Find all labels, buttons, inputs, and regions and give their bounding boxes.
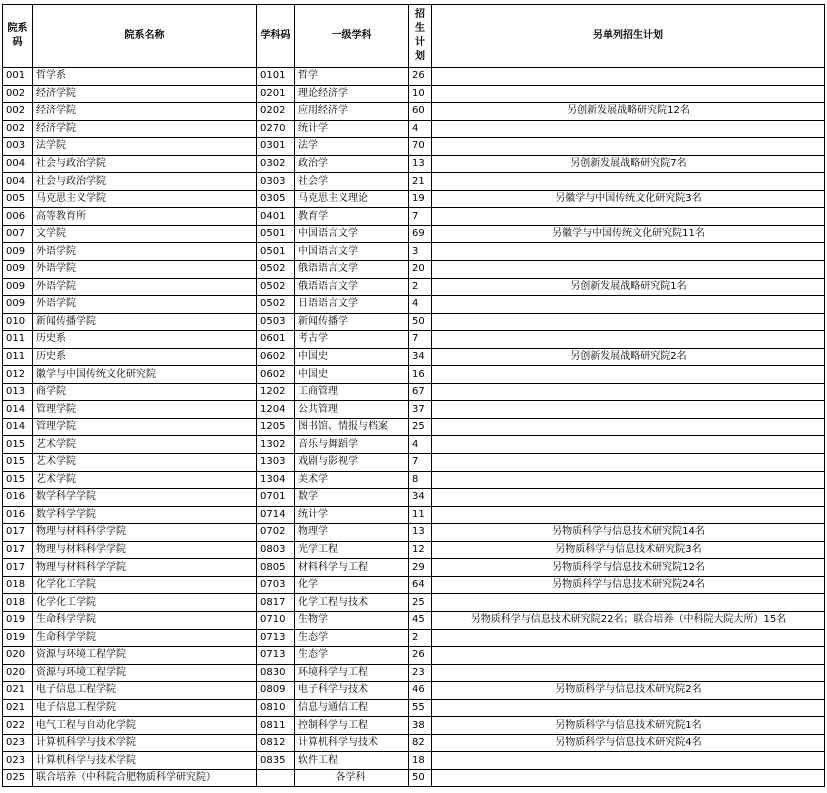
cell-subject-name: 中国语言文学 <box>295 225 409 243</box>
cell-dept-code: 002 <box>3 103 33 121</box>
cell-enrollment-plan: 2 <box>409 278 432 296</box>
cell-enrollment-plan: 8 <box>409 471 432 489</box>
table-row <box>3 664 825 682</box>
cell-subject-code: 0702 <box>257 524 295 542</box>
table-row <box>3 576 825 594</box>
cell-extra-plan <box>432 208 825 226</box>
cell-dept-code: 015 <box>3 436 33 454</box>
cell-extra-plan <box>432 401 825 419</box>
cell-extra-plan: 另物质科学与信息技术研究院12名 <box>432 559 825 577</box>
cell-subject-code: 0835 <box>257 752 295 770</box>
table-row <box>3 559 825 577</box>
cell-enrollment-plan: 60 <box>409 103 432 121</box>
table-row <box>3 155 825 173</box>
cell-subject-code: 0703 <box>257 576 295 594</box>
cell-dept-code: 002 <box>3 120 33 138</box>
table-row <box>3 313 825 331</box>
cell-enrollment-plan: 7 <box>409 208 432 226</box>
cell-subject-code: 0502 <box>257 296 295 314</box>
cell-subject-code: 0601 <box>257 331 295 349</box>
cell-extra-plan: 另物质科学与信息技术研究院2名 <box>432 682 825 700</box>
cell-dept-name: 电子信息工程学院 <box>33 682 257 700</box>
cell-subject-name: 生态学 <box>295 629 409 647</box>
cell-extra-plan <box>432 261 825 279</box>
table-row <box>3 173 825 191</box>
cell-extra-plan <box>432 664 825 682</box>
cell-enrollment-plan: 50 <box>409 769 432 787</box>
cell-dept-name: 电气工程与自动化学院 <box>33 717 257 735</box>
table-row <box>3 278 825 296</box>
cell-enrollment-plan: 70 <box>409 138 432 156</box>
cell-subject-name: 新闻传播学 <box>295 313 409 331</box>
header-subject-code: 学科码 <box>257 5 295 68</box>
cell-subject-code: 0502 <box>257 261 295 279</box>
cell-dept-name: 化学化工学院 <box>33 594 257 612</box>
cell-subject-code: 0809 <box>257 682 295 700</box>
cell-enrollment-plan: 7 <box>409 331 432 349</box>
cell-extra-plan <box>432 296 825 314</box>
cell-subject-name: 俄语语言文学 <box>295 261 409 279</box>
cell-extra-plan: 另物质科学与信息技术研究院4名 <box>432 734 825 752</box>
cell-subject-code: 0710 <box>257 611 295 629</box>
cell-subject-name: 戏剧与影视学 <box>295 454 409 472</box>
cell-subject-name: 计算机科学与技术 <box>295 734 409 752</box>
cell-subject-code: 0301 <box>257 138 295 156</box>
cell-extra-plan <box>432 68 825 86</box>
header-row <box>3 5 825 68</box>
cell-subject-name: 政治学 <box>295 155 409 173</box>
cell-subject-code: 0805 <box>257 559 295 577</box>
cell-extra-plan: 另徽学与中国传统文化研究院11名 <box>432 225 825 243</box>
table-row <box>3 454 825 472</box>
table-row <box>3 103 825 121</box>
table-row <box>3 208 825 226</box>
cell-subject-code: 1303 <box>257 454 295 472</box>
cell-enrollment-plan: 45 <box>409 611 432 629</box>
cell-dept-code: 020 <box>3 664 33 682</box>
table-row <box>3 524 825 542</box>
cell-subject-code: 1205 <box>257 418 295 436</box>
cell-subject-name: 社会学 <box>295 173 409 191</box>
cell-subject-name: 统计学 <box>295 120 409 138</box>
cell-dept-name: 外语学院 <box>33 243 257 261</box>
cell-dept-name: 联合培养（中科院合肥物质科学研究院） <box>33 769 257 787</box>
cell-subject-name: 美术学 <box>295 471 409 489</box>
cell-enrollment-plan: 37 <box>409 401 432 419</box>
table-row <box>3 85 825 103</box>
cell-subject-code: 0602 <box>257 348 295 366</box>
cell-dept-name: 数学科学学院 <box>33 506 257 524</box>
cell-dept-name: 电子信息工程学院 <box>33 699 257 717</box>
cell-subject-code: 0101 <box>257 68 295 86</box>
cell-dept-code: 013 <box>3 383 33 401</box>
cell-dept-code: 011 <box>3 331 33 349</box>
cell-extra-plan <box>432 629 825 647</box>
cell-enrollment-plan: 20 <box>409 261 432 279</box>
cell-enrollment-plan: 18 <box>409 752 432 770</box>
cell-extra-plan: 另创新发展战略研究院1名 <box>432 278 825 296</box>
header-extra-plan: 另单列招生计划 <box>432 5 825 68</box>
cell-extra-plan <box>432 752 825 770</box>
cell-subject-name: 应用经济学 <box>295 103 409 121</box>
cell-dept-name: 徽学与中国传统文化研究院 <box>33 366 257 384</box>
cell-subject-code: 0503 <box>257 313 295 331</box>
cell-subject-code: 0811 <box>257 717 295 735</box>
cell-subject-name: 日语语言文学 <box>295 296 409 314</box>
cell-subject-code <box>257 769 295 787</box>
cell-subject-name: 生态学 <box>295 647 409 665</box>
cell-subject-code: 1202 <box>257 383 295 401</box>
cell-subject-name: 电子科学与技术 <box>295 682 409 700</box>
table-row <box>3 418 825 436</box>
cell-subject-name: 理论经济学 <box>295 85 409 103</box>
cell-dept-code: 018 <box>3 594 33 612</box>
cell-dept-code: 004 <box>3 173 33 191</box>
cell-dept-code: 010 <box>3 313 33 331</box>
cell-enrollment-plan: 23 <box>409 664 432 682</box>
cell-enrollment-plan: 4 <box>409 120 432 138</box>
table-body <box>3 68 825 787</box>
table-row <box>3 647 825 665</box>
cell-subject-code: 0401 <box>257 208 295 226</box>
cell-extra-plan <box>432 366 825 384</box>
cell-subject-code: 0501 <box>257 225 295 243</box>
cell-extra-plan: 另物质科学与信息技术研究院1名 <box>432 717 825 735</box>
table-row <box>3 366 825 384</box>
cell-extra-plan <box>432 331 825 349</box>
cell-enrollment-plan: 4 <box>409 436 432 454</box>
cell-extra-plan <box>432 85 825 103</box>
table-row <box>3 717 825 735</box>
cell-dept-code: 020 <box>3 647 33 665</box>
cell-extra-plan <box>432 173 825 191</box>
cell-extra-plan <box>432 594 825 612</box>
table-row <box>3 629 825 647</box>
cell-subject-code: 0803 <box>257 541 295 559</box>
table-row <box>3 296 825 314</box>
cell-enrollment-plan: 46 <box>409 682 432 700</box>
cell-extra-plan <box>432 489 825 507</box>
cell-dept-name: 马克思主义学院 <box>33 190 257 208</box>
cell-subject-name: 中国史 <box>295 366 409 384</box>
cell-subject-name: 生物学 <box>295 611 409 629</box>
cell-dept-name: 管理学院 <box>33 401 257 419</box>
cell-enrollment-plan: 10 <box>409 85 432 103</box>
cell-extra-plan <box>432 436 825 454</box>
cell-dept-code: 016 <box>3 506 33 524</box>
cell-enrollment-plan: 4 <box>409 296 432 314</box>
table-row <box>3 611 825 629</box>
cell-dept-name: 物理与材料科学学院 <box>33 559 257 577</box>
cell-enrollment-plan: 69 <box>409 225 432 243</box>
cell-subject-name: 物理学 <box>295 524 409 542</box>
cell-dept-code: 002 <box>3 85 33 103</box>
cell-extra-plan: 另物质科学与信息技术研究院3名 <box>432 541 825 559</box>
cell-extra-plan <box>432 506 825 524</box>
cell-subject-code: 1302 <box>257 436 295 454</box>
cell-enrollment-plan: 34 <box>409 489 432 507</box>
cell-subject-code: 0502 <box>257 278 295 296</box>
cell-subject-name: 信息与通信工程 <box>295 699 409 717</box>
cell-dept-code: 007 <box>3 225 33 243</box>
cell-subject-name: 材料科学与工程 <box>295 559 409 577</box>
cell-dept-code: 025 <box>3 769 33 787</box>
cell-subject-code: 0270 <box>257 120 295 138</box>
cell-dept-name: 经济学院 <box>33 120 257 138</box>
table-row <box>3 594 825 612</box>
cell-dept-name: 外语学院 <box>33 278 257 296</box>
cell-dept-name: 计算机科学与技术学院 <box>33 734 257 752</box>
cell-subject-name: 法学 <box>295 138 409 156</box>
cell-extra-plan <box>432 383 825 401</box>
cell-enrollment-plan: 11 <box>409 506 432 524</box>
admissions-table-sheet <box>2 4 825 787</box>
cell-dept-name: 生命科学学院 <box>33 629 257 647</box>
cell-enrollment-plan: 82 <box>409 734 432 752</box>
cell-extra-plan: 另物质科学与信息技术研究院24名 <box>432 576 825 594</box>
cell-enrollment-plan: 16 <box>409 366 432 384</box>
cell-enrollment-plan: 34 <box>409 348 432 366</box>
cell-subject-name: 环境科学与工程 <box>295 664 409 682</box>
cell-subject-name: 化学 <box>295 576 409 594</box>
cell-extra-plan: 另创新发展战略研究院7名 <box>432 155 825 173</box>
cell-extra-plan: 另物质科学与信息技术研究院22名；联合培养（中科院大院大所）15名 <box>432 611 825 629</box>
cell-dept-code: 014 <box>3 401 33 419</box>
table-row <box>3 734 825 752</box>
cell-enrollment-plan: 64 <box>409 576 432 594</box>
cell-subject-name: 俄语语言文学 <box>295 278 409 296</box>
cell-dept-name: 社会与政治学院 <box>33 173 257 191</box>
cell-enrollment-plan: 50 <box>409 313 432 331</box>
table-row <box>3 348 825 366</box>
cell-enrollment-plan: 12 <box>409 541 432 559</box>
cell-subject-code: 0302 <box>257 155 295 173</box>
header-dept-name: 院系名称 <box>33 5 257 68</box>
cell-dept-name: 艺术学院 <box>33 454 257 472</box>
cell-enrollment-plan: 2 <box>409 629 432 647</box>
cell-dept-code: 017 <box>3 541 33 559</box>
cell-dept-code: 009 <box>3 278 33 296</box>
cell-enrollment-plan: 7 <box>409 454 432 472</box>
cell-extra-plan <box>432 243 825 261</box>
cell-extra-plan <box>432 769 825 787</box>
table-row <box>3 682 825 700</box>
cell-extra-plan: 另物质科学与信息技术研究院14名 <box>432 524 825 542</box>
cell-dept-name: 高等教育所 <box>33 208 257 226</box>
table-row <box>3 506 825 524</box>
header-dept-code: 院系码 <box>3 5 33 68</box>
cell-subject-name: 图书馆、情报与档案 <box>295 418 409 436</box>
table-row <box>3 471 825 489</box>
table-row <box>3 699 825 717</box>
cell-subject-name: 中国语言文学 <box>295 243 409 261</box>
cell-subject-name: 哲学 <box>295 68 409 86</box>
cell-dept-code: 015 <box>3 454 33 472</box>
cell-subject-code: 0202 <box>257 103 295 121</box>
table-row <box>3 225 825 243</box>
cell-subject-code: 0305 <box>257 190 295 208</box>
cell-dept-name: 物理与材料科学学院 <box>33 541 257 559</box>
cell-subject-code: 1304 <box>257 471 295 489</box>
cell-dept-name: 生命科学学院 <box>33 611 257 629</box>
cell-enrollment-plan: 26 <box>409 647 432 665</box>
cell-dept-code: 017 <box>3 524 33 542</box>
cell-enrollment-plan: 55 <box>409 699 432 717</box>
cell-subject-code: 0810 <box>257 699 295 717</box>
cell-dept-name: 数学科学学院 <box>33 489 257 507</box>
cell-enrollment-plan: 25 <box>409 418 432 436</box>
table-row <box>3 541 825 559</box>
cell-subject-name: 光学工程 <box>295 541 409 559</box>
cell-dept-name: 艺术学院 <box>33 471 257 489</box>
cell-enrollment-plan: 13 <box>409 155 432 173</box>
cell-subject-name: 音乐与舞蹈学 <box>295 436 409 454</box>
cell-dept-name: 历史系 <box>33 348 257 366</box>
cell-subject-name: 各学科 <box>295 769 409 787</box>
cell-subject-code: 0713 <box>257 647 295 665</box>
admissions-plan-table <box>2 4 825 787</box>
cell-extra-plan: 另徽学与中国传统文化研究院3名 <box>432 190 825 208</box>
cell-extra-plan <box>432 471 825 489</box>
cell-subject-name: 中国史 <box>295 348 409 366</box>
cell-dept-name: 新闻传播学院 <box>33 313 257 331</box>
cell-subject-name: 软件工程 <box>295 752 409 770</box>
cell-subject-name: 数学 <box>295 489 409 507</box>
table-row <box>3 436 825 454</box>
cell-extra-plan <box>432 138 825 156</box>
cell-subject-name: 统计学 <box>295 506 409 524</box>
table-row <box>3 383 825 401</box>
cell-dept-code: 015 <box>3 471 33 489</box>
table-row <box>3 401 825 419</box>
cell-enrollment-plan: 38 <box>409 717 432 735</box>
cell-dept-code: 006 <box>3 208 33 226</box>
cell-dept-code: 016 <box>3 489 33 507</box>
cell-subject-code: 0701 <box>257 489 295 507</box>
cell-subject-code: 0830 <box>257 664 295 682</box>
cell-dept-name: 计算机科学与技术学院 <box>33 752 257 770</box>
cell-subject-name: 公共管理 <box>295 401 409 419</box>
table-row <box>3 752 825 770</box>
table-header <box>3 5 825 68</box>
cell-enrollment-plan: 26 <box>409 68 432 86</box>
cell-dept-name: 经济学院 <box>33 103 257 121</box>
cell-extra-plan <box>432 454 825 472</box>
cell-subject-code: 0501 <box>257 243 295 261</box>
cell-dept-code: 021 <box>3 699 33 717</box>
cell-dept-code: 009 <box>3 243 33 261</box>
cell-dept-code: 001 <box>3 68 33 86</box>
cell-dept-name: 商学院 <box>33 383 257 401</box>
cell-dept-name: 历史系 <box>33 331 257 349</box>
cell-extra-plan: 另创新发展战略研究院12名 <box>432 103 825 121</box>
cell-dept-name: 外语学院 <box>33 261 257 279</box>
table-row <box>3 769 825 787</box>
cell-subject-code: 0714 <box>257 506 295 524</box>
cell-dept-code: 014 <box>3 418 33 436</box>
cell-subject-code: 0812 <box>257 734 295 752</box>
cell-dept-code: 019 <box>3 611 33 629</box>
cell-subject-name: 教育学 <box>295 208 409 226</box>
cell-dept-code: 004 <box>3 155 33 173</box>
cell-enrollment-plan: 3 <box>409 243 432 261</box>
cell-dept-code: 012 <box>3 366 33 384</box>
table-row <box>3 138 825 156</box>
cell-dept-name: 化学化工学院 <box>33 576 257 594</box>
cell-dept-code: 009 <box>3 296 33 314</box>
cell-enrollment-plan: 25 <box>409 594 432 612</box>
table-row <box>3 243 825 261</box>
cell-enrollment-plan: 21 <box>409 173 432 191</box>
cell-extra-plan: 另创新发展战略研究院2名 <box>432 348 825 366</box>
cell-dept-code: 023 <box>3 752 33 770</box>
cell-subject-code: 0713 <box>257 629 295 647</box>
cell-subject-name: 控制科学与工程 <box>295 717 409 735</box>
cell-dept-code: 023 <box>3 734 33 752</box>
cell-dept-name: 外语学院 <box>33 296 257 314</box>
cell-enrollment-plan: 67 <box>409 383 432 401</box>
cell-dept-name: 文学院 <box>33 225 257 243</box>
cell-subject-code: 1204 <box>257 401 295 419</box>
cell-dept-name: 经济学院 <box>33 85 257 103</box>
header-subject-name: 一级学科 <box>295 5 409 68</box>
cell-dept-name: 社会与政治学院 <box>33 155 257 173</box>
cell-enrollment-plan: 13 <box>409 524 432 542</box>
cell-dept-name: 哲学系 <box>33 68 257 86</box>
cell-dept-name: 资源与环境工程学院 <box>33 664 257 682</box>
table-row <box>3 190 825 208</box>
cell-subject-name: 考古学 <box>295 331 409 349</box>
cell-subject-code: 0602 <box>257 366 295 384</box>
cell-extra-plan <box>432 418 825 436</box>
cell-dept-code: 018 <box>3 576 33 594</box>
cell-dept-code: 003 <box>3 138 33 156</box>
cell-subject-code: 0817 <box>257 594 295 612</box>
cell-dept-code: 019 <box>3 629 33 647</box>
cell-extra-plan <box>432 120 825 138</box>
header-enrollment-plan: 招生计划 <box>409 5 432 68</box>
cell-extra-plan <box>432 647 825 665</box>
cell-enrollment-plan: 19 <box>409 190 432 208</box>
table-row <box>3 331 825 349</box>
table-row <box>3 68 825 86</box>
cell-enrollment-plan: 29 <box>409 559 432 577</box>
cell-dept-code: 005 <box>3 190 33 208</box>
cell-subject-name: 工商管理 <box>295 383 409 401</box>
cell-dept-code: 009 <box>3 261 33 279</box>
cell-dept-code: 021 <box>3 682 33 700</box>
cell-dept-code: 017 <box>3 559 33 577</box>
cell-dept-name: 资源与环境工程学院 <box>33 647 257 665</box>
cell-subject-name: 化学工程与技术 <box>295 594 409 612</box>
cell-dept-name: 物理与材料科学学院 <box>33 524 257 542</box>
table-row <box>3 120 825 138</box>
table-row <box>3 489 825 507</box>
cell-extra-plan <box>432 313 825 331</box>
cell-subject-code: 0303 <box>257 173 295 191</box>
cell-dept-name: 管理学院 <box>33 418 257 436</box>
cell-subject-code: 0201 <box>257 85 295 103</box>
table-row <box>3 261 825 279</box>
cell-subject-name: 马克思主义理论 <box>295 190 409 208</box>
cell-dept-name: 法学院 <box>33 138 257 156</box>
cell-extra-plan <box>432 699 825 717</box>
cell-dept-code: 011 <box>3 348 33 366</box>
cell-dept-code: 022 <box>3 717 33 735</box>
cell-dept-name: 艺术学院 <box>33 436 257 454</box>
